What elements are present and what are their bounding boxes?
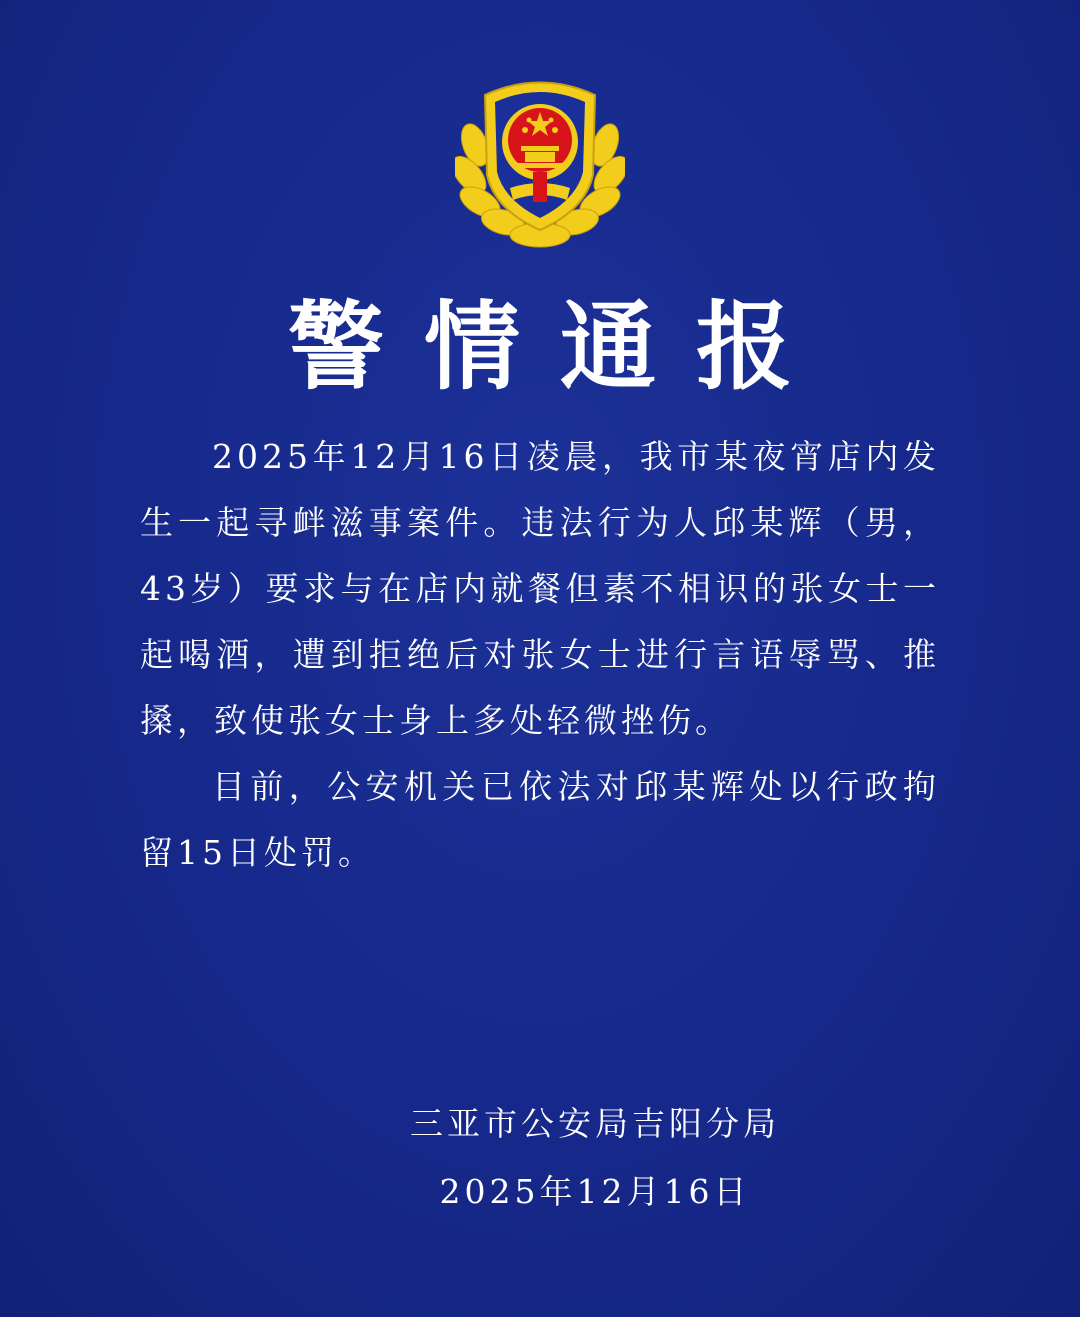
police-emblem-icon — [455, 70, 625, 250]
issue-date: 2025年12月16日 — [439, 1172, 751, 1211]
notice-paragraph: 2025年12月16日凌晨，我市某夜宵店内发生一起寻衅滋事案件。违法行为人邱某辉（男，43岁）要求与在店内就餐但素不相识的张女士一起喝酒，遭到拒绝后对张女士进行言语辱骂、推搡，致使张女士身上多处轻微挫伤。 — [140, 437, 940, 740]
issuing-organization: 三亚市公安局吉阳分局 — [410, 1104, 780, 1143]
notice-paragraph: 目前，公安机关已依法对邱某辉处以行政拘留15日处罚。 — [140, 767, 940, 872]
page-title: 警情通报 — [288, 291, 832, 403]
notice-body — [140, 424, 940, 886]
